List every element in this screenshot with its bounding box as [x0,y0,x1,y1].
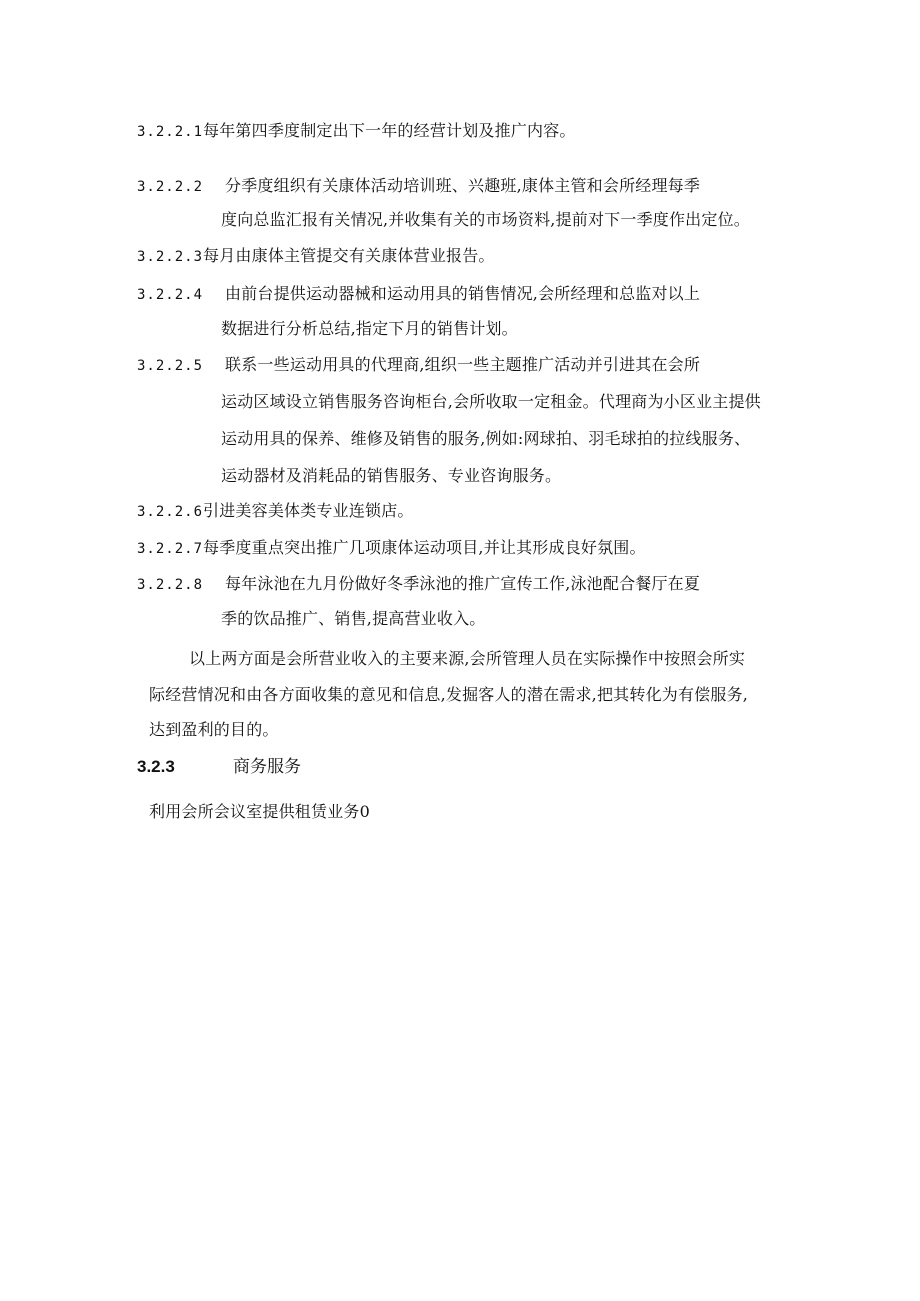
item-number: 3.2.2.8 [137,577,204,593]
item-text: 联系一些运动用具的代理商,组织一些主题推广活动并引进其在会所 [225,355,701,374]
item-3-2-2-4 [137,283,700,306]
item-3-2-2-6 [137,500,414,523]
item-3-2-2-1 [137,120,576,143]
item-number: 3.2.2.7 [137,541,204,557]
item-3-2-2-2-cont: 度向总监汇报有关情况,并收集有关的市场资料,提前对下一季度作出定位。 [221,210,750,229]
item-3-2-2-8 [137,573,700,596]
item-text: 每年泳池在九月份做好冬季泳池的推广宣传工作,泳池配合餐厅在夏 [225,574,701,593]
item-3-2-2-5-cont-1: 运动区域设立销售服务咨询柜台,会所收取一定租金。代理商为小区业主提供 [221,392,761,411]
item-3-2-2-8-cont: 季的饮品推广、销售,提高营业收入。 [221,609,486,628]
item-text: 由前台提供运动器械和运动用具的销售情况,会所经理和总监对以上 [225,284,701,303]
item-text: 引进美容美体类专业连锁店。 [203,501,414,520]
item-text: 每年第四季度制定出下一年的经营计划及推广内容。 [203,121,576,140]
item-3-2-2-3 [137,245,495,268]
item-text: 分季度组织有关康体活动培训班、兴趣班,康体主管和会所经理每季 [225,176,701,195]
item-3-2-2-5-cont-2: 运动用具的保养、维修及销售的服务,例如:网球拍、羽毛球拍的拉线服务、 [221,429,751,448]
item-number: 3.2.2.5 [137,358,204,374]
item-number: 3.2.2.3 [137,249,204,265]
section-text: 利用会所会议室提供租赁业务0 [149,802,370,821]
summary-line-2: 际经营情况和由各方面收集的意见和信息,发掘客人的潜在需求,把其转化为有偿服务, [149,685,749,704]
section-number: 3.2.3 [137,757,175,776]
item-text: 每月由康体主管提交有关康体营业报告。 [203,246,495,265]
summary-line-3: 达到盈利的目的。 [149,720,279,739]
item-3-2-2-5-cont-3: 运动器材及消耗品的销售服务、专业咨询服务。 [221,466,562,485]
item-number: 3.2.2.4 [137,287,204,303]
item-number: 3.2.2.6 [137,504,204,520]
item-number: 3.2.2.2 [137,179,204,195]
item-3-2-2-4-cont: 数据进行分析总结,指定下月的销售计划。 [221,319,518,338]
item-3-2-2-7 [137,537,646,560]
summary-line-1: 以上两方面是会所营业收入的主要来源,会所管理人员在实际操作中按照会所实 [189,649,746,668]
item-text: 每季度重点突出推广几项康体运动项目,并让其形成良好氛围。 [203,538,646,557]
section-heading [137,756,301,778]
item-3-2-2-5 [137,354,700,377]
item-3-2-2-2 [137,175,700,198]
section-title: 商务服务 [233,757,301,777]
item-number: 3.2.2.1 [137,124,204,140]
